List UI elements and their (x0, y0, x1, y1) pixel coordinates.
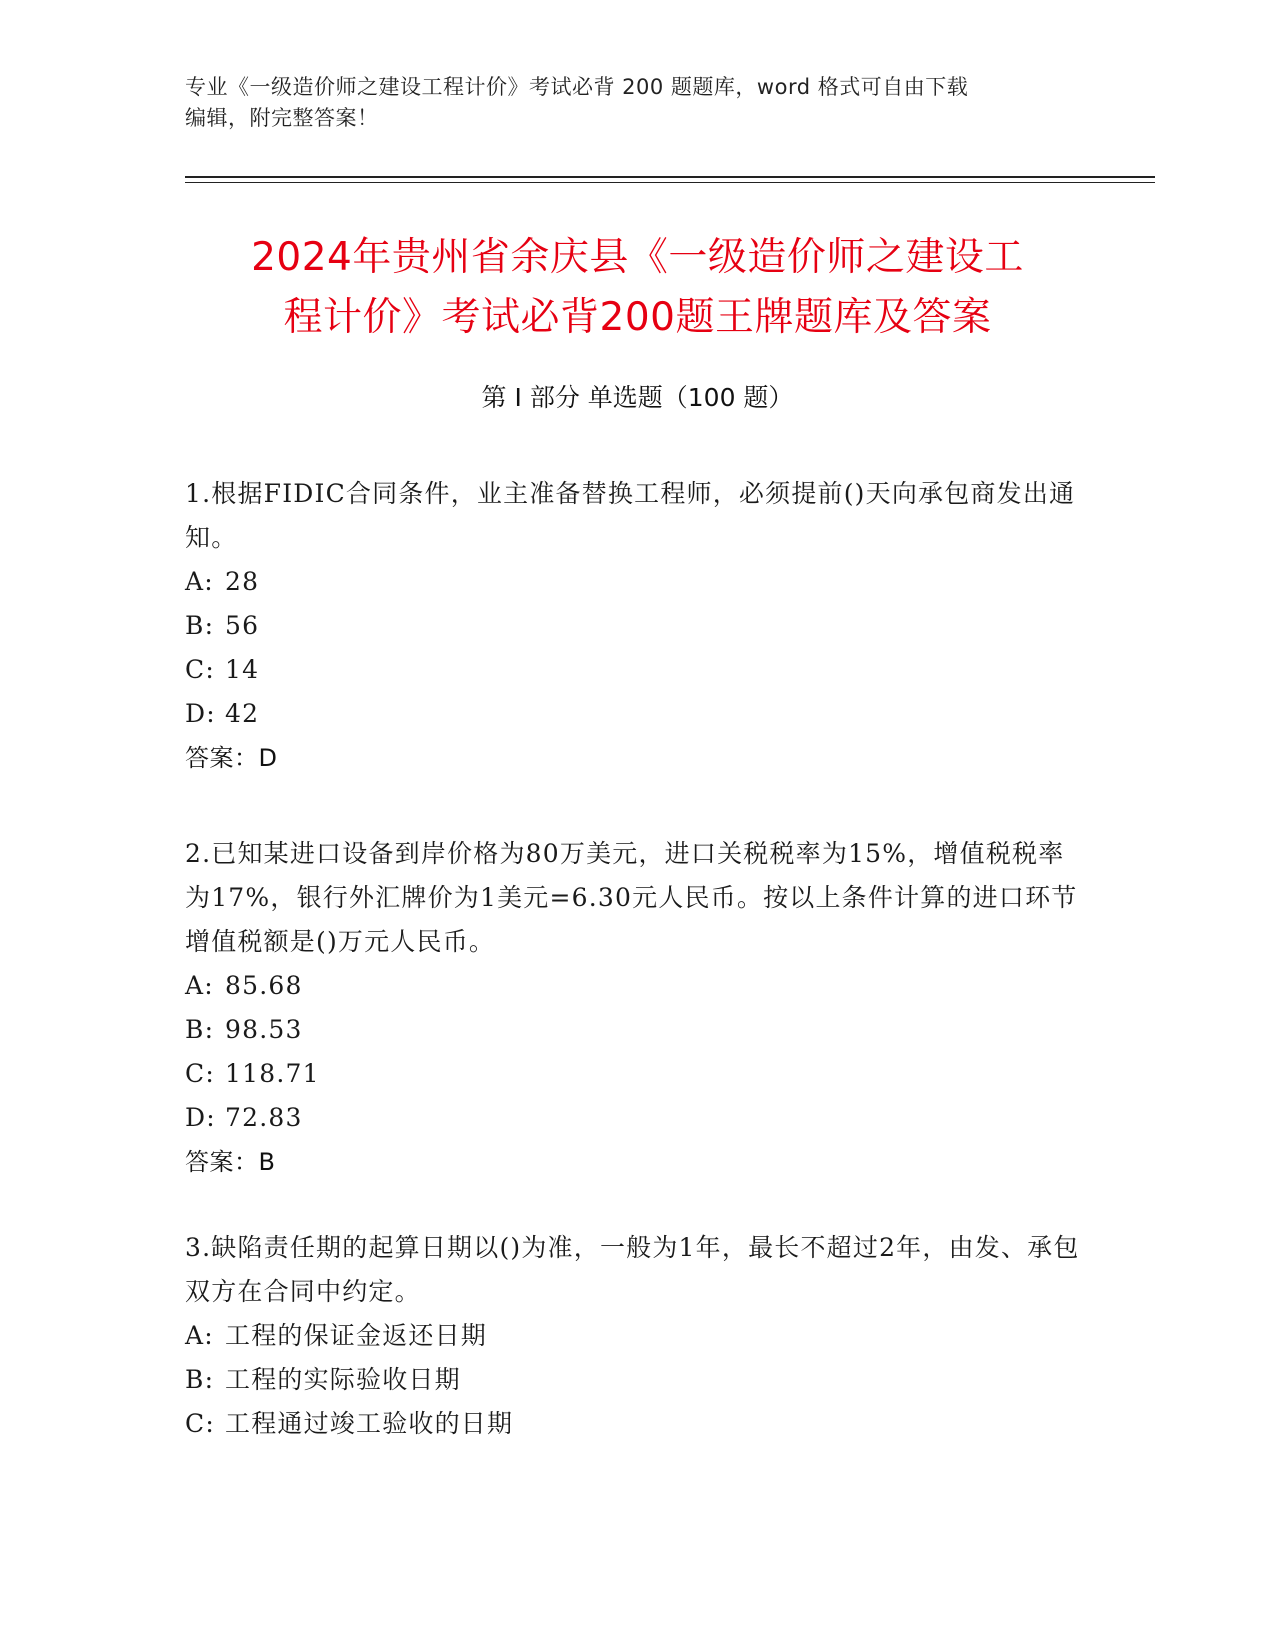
option-d (185, 692, 1090, 736)
header-note-line-2: 编辑，附完整答案！ (185, 106, 379, 130)
option-a (185, 964, 1090, 1008)
question-stem: 1.根据FIDIC合同条件，业主准备替换工程师，必须提前()天向承包商发出通知。 (185, 479, 1076, 552)
header-note-line-1: 专业《一级造价师之建设工程计价》考试必背 200 题题库，word 格式可自由下载 (185, 75, 969, 99)
option-text: 14 (225, 655, 260, 684)
option-text: 工程的保证金返还日期 (225, 1321, 488, 1350)
option-text: 118.71 (225, 1059, 320, 1088)
option-letter: B: (185, 1015, 215, 1044)
option-b (185, 1008, 1090, 1052)
option-text: 工程的实际验收日期 (225, 1365, 461, 1394)
option-letter: C: (185, 655, 215, 684)
question-3 (185, 1226, 1090, 1446)
option-letter: D: (185, 699, 216, 728)
option-letter: D: (185, 1103, 216, 1132)
option-text: 42 (225, 699, 260, 728)
header-divider-thick (185, 176, 1155, 178)
document-title-line-2: 程计价》考试必背200题王牌题库及答案 (283, 295, 992, 340)
option-text: 72.83 (225, 1103, 303, 1132)
option-letter: A: (185, 971, 214, 1000)
option-c (185, 1402, 1090, 1446)
option-letter: B: (185, 1365, 215, 1394)
header-note (185, 72, 1065, 134)
option-b (185, 1358, 1090, 1402)
option-text: 28 (225, 567, 260, 596)
option-letter: C: (185, 1059, 215, 1088)
answer: 答案：D (185, 744, 278, 772)
option-text: 85.68 (225, 971, 303, 1000)
answer: 答案：B (185, 1148, 276, 1176)
question-stem: 3.缺陷责任期的起算日期以()为准，一般为1年，最长不超过2年，由发、承包双方在合同中约定。 (185, 1233, 1080, 1306)
option-c (185, 648, 1090, 692)
option-text: 56 (225, 611, 260, 640)
option-letter: A: (185, 1321, 214, 1350)
option-letter: A: (185, 567, 214, 596)
option-b (185, 604, 1090, 648)
option-d (185, 1096, 1090, 1140)
question-2 (185, 832, 1090, 1184)
document-title (150, 228, 1125, 348)
option-text: 98.53 (225, 1015, 303, 1044)
header-divider-thin (185, 182, 1155, 183)
question-1 (185, 472, 1090, 780)
option-c (185, 1052, 1090, 1096)
option-text: 工程通过竣工验收的日期 (225, 1409, 514, 1438)
option-a (185, 560, 1090, 604)
option-letter: B: (185, 611, 215, 640)
section-title: 第 I 部分 单选题（100 题） (481, 383, 794, 412)
option-a (185, 1314, 1090, 1358)
option-letter: C: (185, 1409, 215, 1438)
document-title-line-1: 2024年贵州省余庆县《一级造价师之建设工 (251, 235, 1024, 280)
question-stem: 2.已知某进口设备到岸价格为80万美元，进口关税税率为15%，增值税税率为17%，银行外汇牌价为1美元=6.30元人民币。按以上条件计算的进口环节增值税额是()万元人民币。 (185, 839, 1078, 956)
